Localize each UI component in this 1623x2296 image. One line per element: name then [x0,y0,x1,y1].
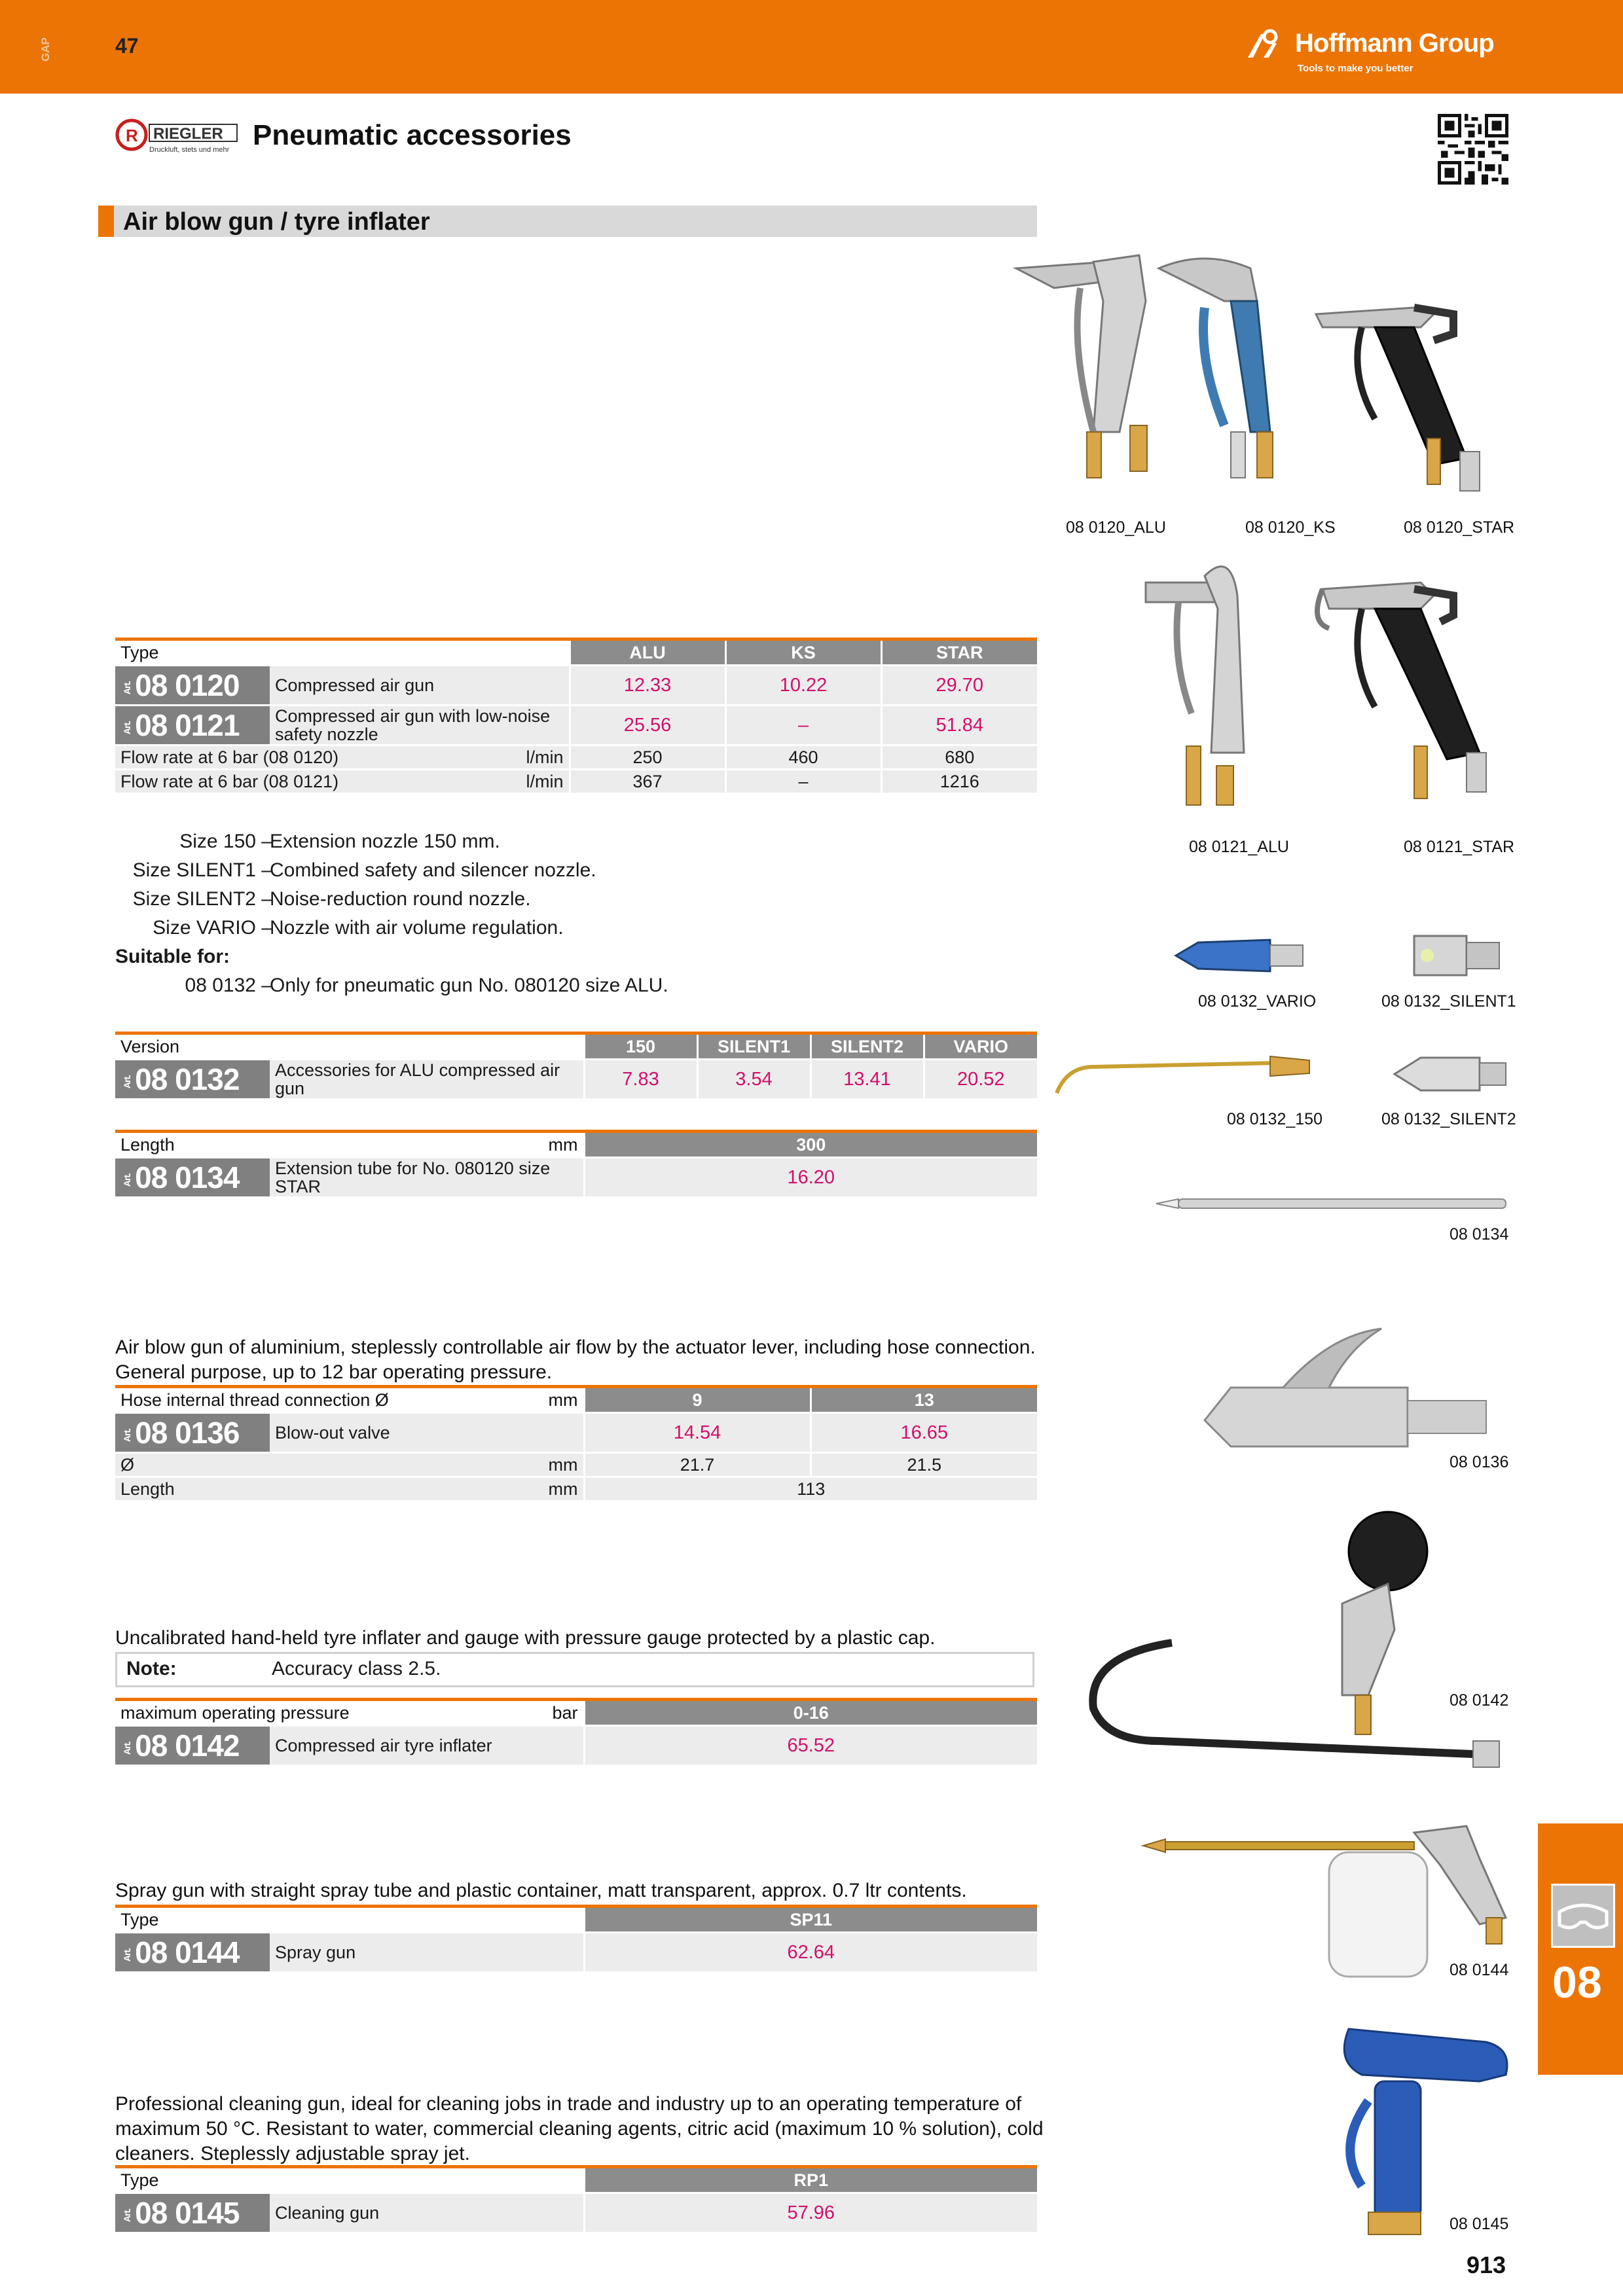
price: 12.33 [570,666,725,706]
col-13: 13 [811,1387,1037,1413]
version-label: Version [115,1033,584,1060]
spec-value: 21.7 [584,1453,811,1477]
size-notes [115,827,770,1000]
article-description: Compressed air gun [270,666,570,706]
spray-gun-illustration [1139,1820,1512,1983]
table-row [115,1413,1037,1453]
tyre-inflater-description: Uncalibrated hand-held tyre inflater and gauge with pressure gauge protected by a plastic cap. [115,1627,936,1649]
spec-label: Flow rate at 6 bar (08 0121) l/min [115,770,570,793]
spray-gun-description: Spray gun with straight spray tube and plastic container, matt transparent, approx. 0.7 ltr contents. [115,1880,967,1901]
tyre-inflater-illustration [1080,1499,1512,1774]
svg-text:Druckluft, stets und mehr: Druckluft, stets und mehr [149,146,230,154]
article-code: Art.08 0136 [115,1413,270,1453]
qr-code [1438,114,1508,185]
article-description: Blow-out valve [270,1413,584,1453]
star-gun-illustration [1316,308,1480,491]
caption: 08 0142 [1450,1691,1509,1710]
spec-value: – [725,770,881,793]
caption: 08 0132_VARIO [1198,992,1317,1011]
caption: 08 0120_KS [1245,518,1336,537]
type-label: Type [115,1907,584,1933]
price: 57.96 [584,2193,1037,2233]
spec-row [115,1453,1037,1477]
section-accent [98,206,114,237]
blowout-valve-description: Air blow gun of aluminium, steplessly controllable air flow by the actuator lever, including hose connection. General purpose, up to 12 bar operating pressure. [115,1336,1036,1383]
alu-lownoise-gun-illustration [1146,566,1244,805]
suitable-for-label: Suitable for: [115,946,230,967]
price: 20.52 [924,1060,1037,1099]
logo-icon [1244,29,1290,59]
spec-value: 113 [584,1477,1037,1501]
note-row: Size 150 – Extension nozzle 150 mm. [179,831,500,852]
type-label: Type [115,2167,584,2193]
col-300: 300 [584,1132,1037,1158]
silent1-nozzle-illustration [1408,929,1512,982]
note-row: Size SILENT2 – Noise-reduction round nozzle. [132,888,531,910]
type-label: Type [115,639,570,666]
page-title: Pneumatic accessories [253,119,572,151]
extension-nozzle-150-illustration [1054,1047,1316,1100]
table-spray-gun [115,1905,1037,1971]
length-label: Length mm [115,1132,584,1158]
table-row [115,1060,1037,1099]
table-header-row [115,639,1037,666]
page-number: 913 [1467,2251,1506,2278]
article-description: Cleaning gun [270,2193,584,2233]
caption: 08 0120_STAR [1404,518,1515,537]
article-code: Art.08 0134 [115,1158,270,1197]
extension-tube-illustration [1152,1191,1512,1217]
vario-nozzle-illustration [1172,929,1316,982]
note-box: Note: Accuracy class 2.5. [115,1652,1034,1687]
air-gun-illustrations-0120 [1008,242,1519,504]
article-code: Art.08 0121 [115,706,270,745]
article-code: Art.08 0145 [115,2193,270,2233]
table-row [115,1726,1037,1765]
caption: 08 0134 [1450,1225,1509,1244]
spec-value: 1216 [881,770,1037,793]
hoffmann-group-logo: Hoffmann Group Tools to make you better [1244,26,1506,79]
table-cleaning-gun [115,2165,1037,2232]
article-code: Art.08 0142 [115,1726,270,1765]
col-9: 9 [584,1387,811,1413]
hose-thread-label: Hose internal thread connection Ø mm [115,1387,584,1413]
article-description: Compressed air gun with low-noise safety nozzle [270,706,570,745]
table-extension-tube [115,1130,1037,1196]
price: 7.83 [584,1060,697,1099]
table-header-row [115,1033,1037,1060]
caption: 08 0132_150 [1227,1110,1322,1128]
col-pressure-range: 0-16 [584,1700,1037,1726]
article-code: Art.08 0132 [115,1060,270,1099]
table-header-row [115,2167,1037,2193]
col-star: STAR [881,639,1037,666]
table-row [115,666,1037,706]
spec-value: 367 [570,770,725,793]
spec-label: Flow rate at 6 bar (08 0120) l/min [115,745,570,770]
col-ks: KS [725,639,881,666]
pressure-label: maximum operating pressure bar [115,1700,584,1726]
safety-goggles-icon [1551,1884,1615,1948]
note-row: 08 0132 – Only for pneumatic gun No. 080120 size ALU. [185,975,668,996]
spec-label: Length mm [115,1477,584,1501]
alu-gun-illustration [1016,255,1147,478]
note-row: Size VARIO – Nozzle with air volume regulation. [153,917,564,939]
col-vario: VARIO [924,1033,1037,1060]
spec-row [115,745,1037,770]
cleaning-gun-illustration [1322,2016,1519,2238]
spec-value: 250 [570,745,725,770]
col-silent2: SILENT2 [811,1033,924,1060]
table-accessories [115,1031,1037,1098]
price: 51.84 [881,706,1037,745]
article-description: Extension tube for No. 080120 size STAR [270,1158,584,1197]
table-header-row [115,1132,1037,1158]
caption: 08 0121_ALU [1189,838,1289,856]
price: 3.54 [697,1060,811,1099]
table-row [115,1158,1037,1197]
svg-text:R: R [126,126,138,145]
table-compressed-air-guns [115,637,1037,793]
table-tyre-inflater [115,1698,1037,1765]
note-row: Size SILENT1 – Combined safety and silencer nozzle. [132,859,596,881]
table-header-row [115,1700,1037,1726]
riegler-logo [115,118,240,154]
price: 14.54 [584,1413,811,1453]
price: 25.56 [570,706,725,745]
table-row [115,2193,1037,2233]
chapter-tab: 08 [1538,1823,1623,2075]
col-sp11: SP11 [584,1907,1037,1933]
col-rp1: RP1 [584,2167,1037,2193]
header-left-number: 47 [115,34,139,58]
caption: 08 0136 [1450,1453,1509,1471]
caption: 08 0120_ALU [1066,518,1166,537]
price: 10.22 [725,666,881,706]
spec-row [115,1477,1037,1501]
air-gun-illustrations-0121 [1139,556,1519,818]
cleaning-gun-description: Professional cleaning gun, ideal for cleaning jobs in trade and industry up to an operating temperature of maximum 50 °C. Resistant to water, commercial cleaning agents, citric acid (maximum 10 % solution), cold cleaners. Steplessly adjustable spray jet. [115,2093,1044,2164]
svg-text:RIEGLER: RIEGLER [153,125,223,143]
price: 62.64 [584,1933,1037,1972]
article-description: Accessories for ALU compressed air gun [270,1060,584,1099]
col-silent1: SILENT1 [697,1033,811,1060]
article-code: Art.08 0120 [115,666,270,706]
article-code: Art.08 0144 [115,1933,270,1972]
spec-label: Ø mm [115,1453,584,1477]
caption: 08 0132_SILENT2 [1381,1110,1516,1128]
spec-value: 680 [881,745,1037,770]
price: 16.65 [811,1413,1037,1453]
article-description: Compressed air tyre inflater [270,1726,584,1765]
table-blowout-valve [115,1385,1037,1500]
table-row [115,1933,1037,1972]
section-heading: Air blow gun / tyre inflater [98,206,1037,237]
spec-value: 21.5 [811,1453,1037,1477]
price: 13.41 [811,1060,924,1099]
spec-value: 460 [725,745,881,770]
spec-row [115,770,1037,793]
article-description: Spray gun [270,1933,584,1972]
blowout-valve-illustration [1198,1322,1512,1453]
caption: 08 0121_STAR [1404,838,1515,856]
price: 16.20 [584,1158,1037,1197]
col-150: 150 [584,1033,697,1060]
col-alu: ALU [570,639,725,666]
silent2-nozzle-illustration [1388,1051,1519,1097]
price: 29.70 [881,666,1037,706]
table-header-row [115,1387,1037,1413]
table-header-row [115,1907,1037,1933]
star-lownoise-gun-illustration [1317,583,1486,798]
price: – [725,706,881,745]
ks-gun-illustration [1159,259,1273,478]
price: 65.52 [584,1726,1037,1765]
caption: 08 0144 [1450,1961,1509,1979]
table-row [115,706,1037,745]
caption: 08 0145 [1450,2215,1509,2233]
caption: 08 0132_SILENT1 [1381,992,1516,1011]
header-side-label: GAP [39,37,52,62]
